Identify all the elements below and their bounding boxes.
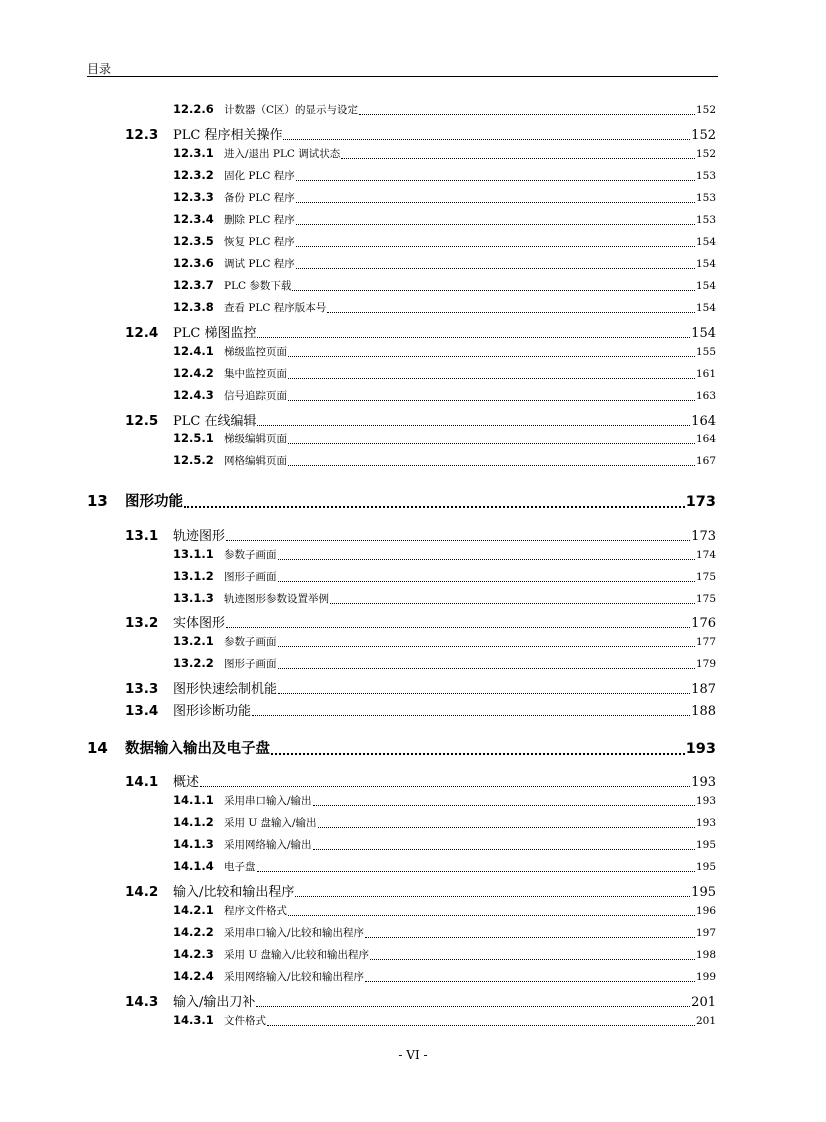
dot-leader bbox=[184, 506, 685, 508]
toc-entry-title: 信号追踪页面 bbox=[224, 390, 287, 402]
toc-entry-level-1[interactable] bbox=[87, 737, 716, 758]
toc-entry-page-number: 154 bbox=[695, 236, 716, 248]
toc-entry-title: 轨迹图形 bbox=[173, 529, 226, 544]
page-number: - VI - bbox=[398, 1048, 428, 1062]
toc-entry-number: 13.2 bbox=[125, 615, 159, 631]
toc-entry-number: 14 bbox=[87, 739, 108, 757]
toc-entry-page-number: 154 bbox=[695, 258, 716, 270]
toc-entry-level-3[interactable] bbox=[173, 453, 716, 468]
toc-entry-title: 参数子画面 bbox=[224, 636, 277, 648]
toc-entry-level-3[interactable] bbox=[173, 634, 716, 649]
toc-entry-page-number: 152 bbox=[695, 104, 716, 116]
toc-entry-page-number: 196 bbox=[695, 905, 716, 917]
toc-entry-number: 14.2 bbox=[125, 884, 159, 900]
toc-entry-number: 14.1.1 bbox=[173, 793, 214, 807]
dot-leader bbox=[296, 224, 695, 225]
toc-entry-level-2[interactable] bbox=[125, 678, 716, 697]
toc-entry-title: 梯级监控页面 bbox=[224, 346, 287, 358]
toc-entry-number: 12.3.2 bbox=[173, 168, 214, 182]
dot-leader bbox=[278, 668, 695, 669]
dot-leader bbox=[278, 646, 695, 647]
toc-entry-title: 文件格式 bbox=[224, 1015, 266, 1027]
dot-leader bbox=[288, 400, 695, 401]
toc-entry-page-number: 152 bbox=[691, 128, 716, 143]
toc-entry-title: 轨迹图形参数设置举例 bbox=[224, 593, 329, 605]
dot-leader bbox=[330, 603, 695, 604]
toc-entry-number: 12.5.2 bbox=[173, 453, 214, 467]
toc-entry-number: 12.3.1 bbox=[173, 146, 214, 160]
toc-entry-number: 13.4 bbox=[125, 703, 159, 719]
toc-entry-page-number: 154 bbox=[691, 326, 716, 341]
toc-entry-title: 网格编辑页面 bbox=[224, 455, 287, 467]
toc-entry-number: 12.5.1 bbox=[173, 431, 214, 445]
toc-entry-title: 概述 bbox=[173, 775, 200, 790]
toc-entry-level-2[interactable] bbox=[125, 410, 716, 429]
toc-entry-page-number: 163 bbox=[695, 390, 716, 402]
toc-entry-title: 数据输入输出及电子盘 bbox=[125, 741, 270, 757]
toc-entry-title: 查看 PLC 程序版本号 bbox=[224, 302, 327, 314]
toc-entry-page-number: 197 bbox=[695, 927, 716, 939]
toc-entry-number: 14.1.3 bbox=[173, 837, 214, 851]
dot-leader bbox=[370, 959, 695, 960]
toc-entry-number: 14.1.4 bbox=[173, 859, 214, 873]
toc-entry-title: 程序文件格式 bbox=[224, 905, 287, 917]
dot-leader bbox=[288, 443, 695, 444]
toc-entry-title: 删除 PLC 程序 bbox=[224, 214, 295, 226]
toc-entry-number: 12.4.2 bbox=[173, 366, 214, 380]
toc-entry-title: 参数子画面 bbox=[224, 549, 277, 561]
toc-entry-number: 12.5 bbox=[125, 413, 159, 429]
toc-entry-page-number: 195 bbox=[695, 839, 716, 851]
toc-entry-page-number: 193 bbox=[695, 817, 716, 829]
toc-entry-number: 13.3 bbox=[125, 681, 159, 697]
toc-entry-number: 14.2.2 bbox=[173, 925, 214, 939]
toc-entry-level-2[interactable] bbox=[125, 124, 716, 143]
toc-entry-title: PLC 参数下载 bbox=[224, 280, 292, 292]
toc-entry-page-number: 187 bbox=[691, 682, 716, 697]
toc-entry-page-number: 193 bbox=[685, 741, 716, 757]
toc-entry-title: 实体图形 bbox=[173, 616, 226, 631]
toc-entry-title: PLC 梯图监控 bbox=[173, 326, 257, 341]
toc-entry-level-3[interactable] bbox=[173, 102, 716, 117]
toc-entry-level-2[interactable] bbox=[125, 525, 716, 544]
toc-entry-title: 采用网络输入/输出 bbox=[224, 839, 312, 851]
toc-entry-number: 14.2.3 bbox=[173, 947, 214, 961]
toc-entry-number: 13.1.2 bbox=[173, 569, 214, 583]
toc-entry-number: 13.1.3 bbox=[173, 591, 214, 605]
toc-entry-level-1[interactable] bbox=[87, 490, 716, 511]
dot-leader bbox=[359, 114, 695, 115]
toc-entry-level-3[interactable] bbox=[173, 591, 716, 606]
toc-entry-level-3[interactable] bbox=[173, 278, 716, 293]
running-header: 目录 bbox=[87, 62, 112, 76]
toc-entry-number: 14.1.2 bbox=[173, 815, 214, 829]
dot-leader bbox=[296, 268, 695, 269]
toc-entry-page-number: 164 bbox=[691, 414, 716, 429]
dot-leader bbox=[288, 356, 695, 357]
toc-entry-level-3[interactable] bbox=[173, 656, 716, 671]
toc-entry-level-3[interactable] bbox=[173, 431, 716, 446]
toc-entry-page-number: 176 bbox=[691, 616, 716, 631]
toc-entry-title: 采用 U 盘输入/输出 bbox=[224, 817, 317, 829]
toc-entry-number: 13.1 bbox=[125, 528, 159, 544]
toc-entry-page-number: 179 bbox=[695, 658, 716, 670]
toc-entry-page-number: 152 bbox=[695, 148, 716, 160]
toc-entry-number: 14.2.1 bbox=[173, 903, 214, 917]
toc-entry-number: 12.3.6 bbox=[173, 256, 214, 270]
toc-entry-page-number: 188 bbox=[691, 704, 716, 719]
toc-entry-number: 12.4 bbox=[125, 325, 159, 341]
toc-entry-title: PLC 在线编辑 bbox=[173, 414, 257, 429]
toc-entry-level-3[interactable] bbox=[173, 969, 716, 984]
toc-entry-level-2[interactable] bbox=[125, 700, 716, 719]
toc-entry-page-number: 167 bbox=[695, 455, 716, 467]
toc-entry-title: 图形功能 bbox=[125, 494, 183, 510]
toc-entry-number: 12.3.5 bbox=[173, 234, 214, 248]
toc-entry-number: 14.3.1 bbox=[173, 1013, 214, 1027]
toc-entry-number: 12.3.4 bbox=[173, 212, 214, 226]
toc-entry-number: 14.3 bbox=[125, 994, 159, 1010]
toc-entry-page-number: 198 bbox=[695, 949, 716, 961]
toc-entry-title: 图形快速绘制机能 bbox=[173, 682, 278, 697]
toc-entry-page-number: 154 bbox=[695, 302, 716, 314]
toc-entry-page-number: 173 bbox=[685, 494, 716, 510]
toc-entry-number: 12.3.7 bbox=[173, 278, 214, 292]
toc-entry-number: 12.2.6 bbox=[173, 102, 214, 116]
toc-entry-page-number: 153 bbox=[695, 192, 716, 204]
dot-leader bbox=[327, 312, 695, 313]
toc-entry-page-number: 175 bbox=[695, 593, 716, 605]
toc-entry-title: PLC 程序相关操作 bbox=[173, 128, 283, 143]
toc-entry-level-3[interactable] bbox=[173, 815, 716, 830]
toc-entry-page-number: 193 bbox=[695, 795, 716, 807]
toc-entry-title: 集中监控页面 bbox=[224, 368, 287, 380]
toc-entry-title: 输入/比较和输出程序 bbox=[173, 885, 295, 900]
dot-leader bbox=[313, 849, 695, 850]
toc-entry-title: 计数器（C区）的显示与设定 bbox=[224, 104, 359, 116]
dot-leader bbox=[267, 1025, 695, 1026]
toc-entry-page-number: 193 bbox=[691, 775, 716, 790]
dot-leader bbox=[313, 805, 695, 806]
dot-leader bbox=[271, 753, 685, 755]
toc-entry-page-number: 177 bbox=[695, 636, 716, 648]
toc-entry-number: 12.3 bbox=[125, 127, 159, 143]
toc-entry-level-3[interactable] bbox=[173, 212, 716, 227]
toc-entry-number: 12.3.3 bbox=[173, 190, 214, 204]
toc-entry-number: 13.2.2 bbox=[173, 656, 214, 670]
toc-entry-level-3[interactable] bbox=[173, 925, 716, 940]
toc-entry-number: 13 bbox=[87, 492, 108, 510]
toc-entry-page-number: 173 bbox=[691, 529, 716, 544]
dot-leader bbox=[288, 378, 695, 379]
toc-entry-level-2[interactable] bbox=[125, 771, 716, 790]
toc-entry-page-number: 195 bbox=[691, 885, 716, 900]
toc-entry-level-3[interactable] bbox=[173, 947, 716, 962]
dot-leader bbox=[295, 896, 690, 897]
toc-entry-level-3[interactable] bbox=[173, 256, 716, 271]
toc-entry-title: 图形诊断功能 bbox=[173, 704, 252, 719]
toc-entry-title: 采用 U 盘输入/比较和输出程序 bbox=[224, 949, 370, 961]
toc-entry-level-3[interactable] bbox=[173, 569, 716, 584]
toc-entry-title: 恢复 PLC 程序 bbox=[224, 236, 295, 248]
toc-entry-title: 电子盘 bbox=[224, 861, 256, 873]
dot-leader bbox=[278, 581, 695, 582]
toc-entry-level-3[interactable] bbox=[173, 146, 716, 161]
toc-entry-level-3[interactable] bbox=[173, 793, 716, 808]
dot-leader bbox=[283, 139, 690, 140]
dot-leader bbox=[365, 937, 695, 938]
dot-leader bbox=[341, 158, 695, 159]
toc-entry-title: 备份 PLC 程序 bbox=[224, 192, 295, 204]
toc-entry-number: 12.4.1 bbox=[173, 344, 214, 358]
toc-entry-number: 13.1.1 bbox=[173, 547, 214, 561]
toc-entry-title: 进入/退出 PLC 调试状态 bbox=[224, 148, 341, 160]
toc-entry-page-number: 201 bbox=[691, 995, 716, 1010]
toc-entry-title: 图形子画面 bbox=[224, 571, 277, 583]
toc-entry-title: 调试 PLC 程序 bbox=[224, 258, 295, 270]
toc-entry-title: 采用串口输入/输出 bbox=[224, 795, 312, 807]
dot-leader bbox=[365, 981, 695, 982]
toc-entry-level-2[interactable] bbox=[125, 612, 716, 631]
toc-entry-level-3[interactable] bbox=[173, 1013, 716, 1028]
toc-entry-page-number: 195 bbox=[695, 861, 716, 873]
toc-entry-page-number: 164 bbox=[695, 433, 716, 445]
toc-entry-level-3[interactable] bbox=[173, 859, 716, 874]
toc-entry-level-2[interactable] bbox=[125, 322, 716, 341]
dot-leader bbox=[256, 1006, 690, 1007]
dot-leader bbox=[200, 786, 690, 787]
toc-entry-level-3[interactable] bbox=[173, 234, 716, 249]
toc-entry-level-3[interactable] bbox=[173, 344, 716, 359]
dot-leader bbox=[288, 465, 695, 466]
toc-entry-level-3[interactable] bbox=[173, 547, 716, 562]
dot-leader bbox=[257, 337, 690, 338]
toc-entry-level-3[interactable] bbox=[173, 300, 716, 315]
toc-entry-title: 固化 PLC 程序 bbox=[224, 170, 295, 182]
toc-entry-page-number: 153 bbox=[695, 214, 716, 226]
toc-entry-title: 采用串口输入/比较和输出程序 bbox=[224, 927, 365, 939]
toc-entry-level-3[interactable] bbox=[173, 388, 716, 403]
toc-entry-number: 14.2.4 bbox=[173, 969, 214, 983]
toc-entry-number: 14.1 bbox=[125, 774, 159, 790]
dot-leader bbox=[226, 627, 690, 628]
dot-leader bbox=[252, 715, 690, 716]
toc-entry-title: 采用网络输入/比较和输出程序 bbox=[224, 971, 365, 983]
dot-leader bbox=[296, 202, 695, 203]
dot-leader bbox=[278, 559, 695, 560]
toc-entry-page-number: 201 bbox=[695, 1015, 716, 1027]
dot-leader bbox=[296, 246, 695, 247]
dot-leader bbox=[278, 693, 690, 694]
toc-entry-level-3[interactable] bbox=[173, 190, 716, 205]
dot-leader bbox=[257, 871, 695, 872]
toc-entry-number: 12.3.8 bbox=[173, 300, 214, 314]
toc-entry-page-number: 153 bbox=[695, 170, 716, 182]
dot-leader bbox=[318, 827, 695, 828]
dot-leader bbox=[288, 915, 695, 916]
toc-entry-page-number: 174 bbox=[695, 549, 716, 561]
toc-entry-page-number: 155 bbox=[695, 346, 716, 358]
toc-entry-title: 梯级编辑页面 bbox=[224, 433, 287, 445]
dot-leader bbox=[257, 425, 690, 426]
toc-entry-level-3[interactable] bbox=[173, 903, 716, 918]
dot-leader bbox=[296, 180, 695, 181]
toc-entry-level-2[interactable] bbox=[125, 881, 716, 900]
toc-entry-page-number: 199 bbox=[695, 971, 716, 983]
toc-entry-page-number: 154 bbox=[695, 280, 716, 292]
toc-entry-page-number: 161 bbox=[695, 368, 716, 380]
toc-entry-level-3[interactable] bbox=[173, 837, 716, 852]
header-rule bbox=[87, 76, 718, 77]
toc-entry-page-number: 175 bbox=[695, 571, 716, 583]
toc-entry-level-3[interactable] bbox=[173, 366, 716, 381]
dot-leader bbox=[292, 290, 695, 291]
toc-entry-title: 输入/输出刀补 bbox=[173, 995, 256, 1010]
dot-leader bbox=[226, 540, 690, 541]
toc-entry-level-2[interactable] bbox=[125, 991, 716, 1010]
toc-entry-title: 图形子画面 bbox=[224, 658, 277, 670]
toc-entry-number: 13.2.1 bbox=[173, 634, 214, 648]
toc-entry-level-3[interactable] bbox=[173, 168, 716, 183]
toc-entry-number: 12.4.3 bbox=[173, 388, 214, 402]
